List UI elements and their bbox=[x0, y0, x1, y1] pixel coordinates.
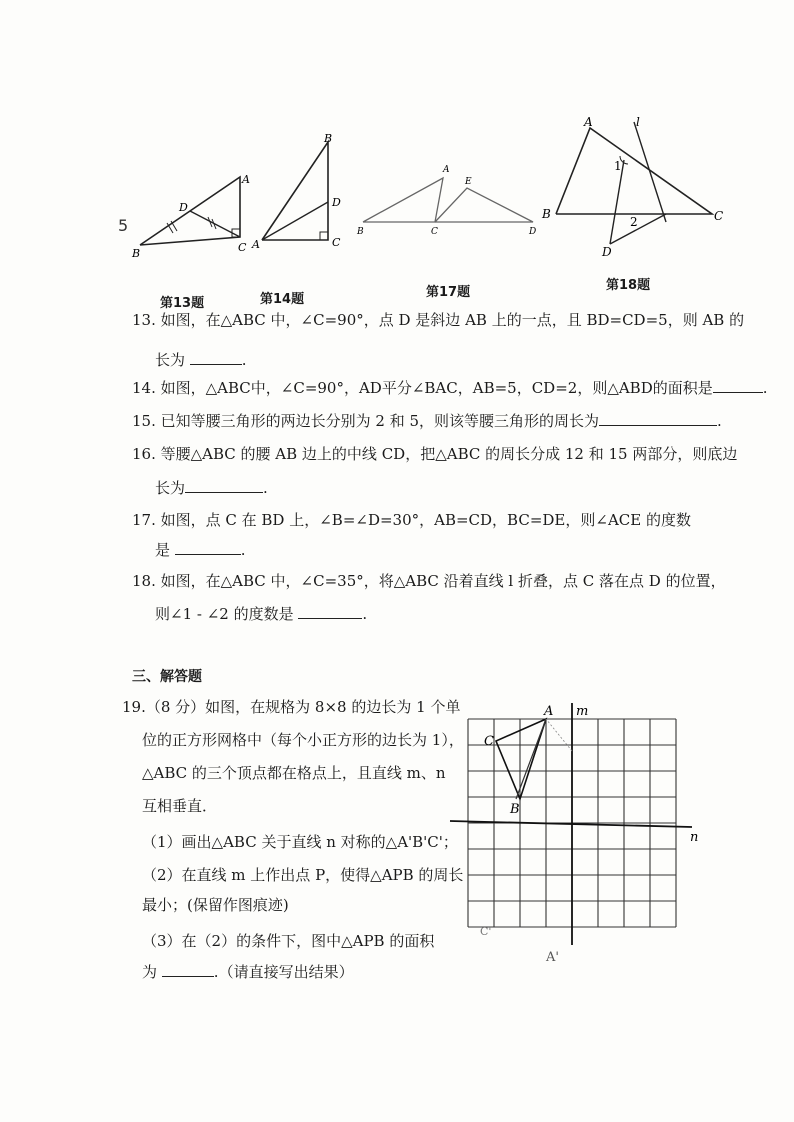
question-16-line1: 16. 等腰△ABC 的腰 AB 边上的中线 CD，把△ABC 的周长分成 12 和 15 两部分，则底边 bbox=[132, 445, 738, 463]
question-13-line2: 长为 . bbox=[155, 351, 247, 369]
fig14-caption: 第14题 bbox=[260, 292, 305, 307]
figure-18 bbox=[540, 112, 730, 262]
fig17-label-b: B bbox=[357, 227, 364, 237]
grid-label-a: A bbox=[544, 704, 554, 719]
line-n bbox=[450, 821, 692, 827]
figure-13 bbox=[112, 165, 252, 265]
fig18-caption: 第18题 bbox=[606, 278, 651, 293]
q19-line4: 互相垂直． bbox=[142, 797, 218, 815]
q19-part1: （1）画出△ABC 关于直线 n 对称的△A'B'C'； bbox=[142, 833, 458, 851]
grid-label-a-prime: A' bbox=[546, 950, 559, 965]
fig14-label-b: B bbox=[324, 132, 333, 145]
fig17-label-c: C bbox=[431, 227, 438, 237]
q19-grid-figure bbox=[440, 695, 710, 965]
fig17-label-d: D bbox=[529, 227, 537, 237]
fig17-label-a: A bbox=[443, 165, 450, 175]
fig18-label-d: D bbox=[602, 245, 612, 259]
grid-label-n: n bbox=[690, 830, 699, 845]
answer-blank-15[interactable] bbox=[599, 411, 717, 426]
q19-part3-line2: 为 .（请直接写出结果） bbox=[142, 963, 354, 981]
question-15: 15. 已知等腰三角形的两边长分别为 2 和 5，则该等腰三角形的周长为 . bbox=[132, 412, 722, 430]
fig13-label-d: D bbox=[179, 201, 188, 214]
fig17-caption: 第17题 bbox=[426, 285, 471, 300]
grid-label-b: B bbox=[510, 802, 520, 817]
fig13-label-b: B bbox=[132, 247, 141, 260]
fig14-label-a: A bbox=[252, 238, 260, 251]
fig18-label-l: l bbox=[636, 115, 640, 129]
fig14-label-c: C bbox=[332, 236, 341, 249]
grid-label-c: C bbox=[484, 734, 494, 749]
fig18-angle-2: 2 bbox=[630, 215, 638, 229]
question-18-line2: 则∠1 - ∠2 的度数是 . bbox=[155, 605, 368, 623]
fig13-label-a: A bbox=[242, 173, 250, 186]
grid-label-m: m bbox=[576, 704, 589, 719]
figure-14 bbox=[250, 130, 360, 255]
fig13-label-c: C bbox=[238, 241, 247, 254]
figure-17 bbox=[355, 160, 545, 245]
question-17-line2: 是 . bbox=[155, 541, 246, 559]
answer-blank-16[interactable] bbox=[185, 478, 263, 493]
q19-part3a: （3）在（2）的条件下，图中△APB 的面积 bbox=[142, 932, 435, 950]
question-13-line1: 13. 如图，在△ABC 中，∠C=90°，点 D 是斜边 AB 上的一点，且 BD=CD=5，则 AB 的 bbox=[132, 311, 745, 329]
question-17-line1: 17. 如图，点 C 在 BD 上，∠B=∠D=30°，AB=CD，BC=DE，则∠ACE 的度数 bbox=[132, 511, 691, 529]
fig14-label-d: D bbox=[332, 196, 341, 209]
fig17-label-e: E bbox=[465, 177, 472, 187]
grid-label-c-prime: C' bbox=[480, 925, 492, 938]
q19-part2b: 最小；(保留作图痕迹) bbox=[142, 896, 289, 914]
answer-blank-17[interactable] bbox=[175, 540, 241, 555]
fig13-handwritten-5: 5 bbox=[118, 216, 129, 235]
q19-line1: 19.（8 分）如图，在规格为 8×8 的边长为 1 个单 bbox=[122, 698, 461, 716]
question-16-line2: 长为 . bbox=[155, 479, 268, 497]
q19-line2: 位的正方形网格中（每个小正方形的边长为 1）， bbox=[142, 731, 464, 749]
section-3-title: 三、解答题 bbox=[132, 669, 202, 685]
q19-line3: △ABC 的三个顶点都在格点上，且直线 m、n bbox=[142, 764, 446, 782]
fig18-label-b: B bbox=[542, 207, 551, 221]
answer-blank-14[interactable] bbox=[713, 378, 763, 393]
fig18-label-c: C bbox=[714, 209, 724, 223]
fig18-label-a: A bbox=[584, 115, 593, 129]
answer-blank-18[interactable] bbox=[298, 604, 362, 619]
question-18-line1: 18. 如图，在△ABC 中，∠C=35°，将△ABC 沿着直线 l 折叠，点 C 落在点 D 的位置， bbox=[132, 572, 726, 590]
answer-blank-19[interactable] bbox=[162, 962, 214, 977]
fig18-angle-1: 1 bbox=[614, 159, 622, 173]
question-14: 14. 如图，△ABC中，∠C=90°，AD平分∠BAC，AB=5，CD=2，则△ABD的面积是 . bbox=[132, 379, 768, 397]
fig13-caption: 第13题 bbox=[160, 296, 205, 311]
q19-part2a: （2）在直线 m 上作出点 P，使得△APB 的周长 bbox=[142, 866, 464, 884]
answer-blank-13[interactable] bbox=[190, 350, 242, 365]
